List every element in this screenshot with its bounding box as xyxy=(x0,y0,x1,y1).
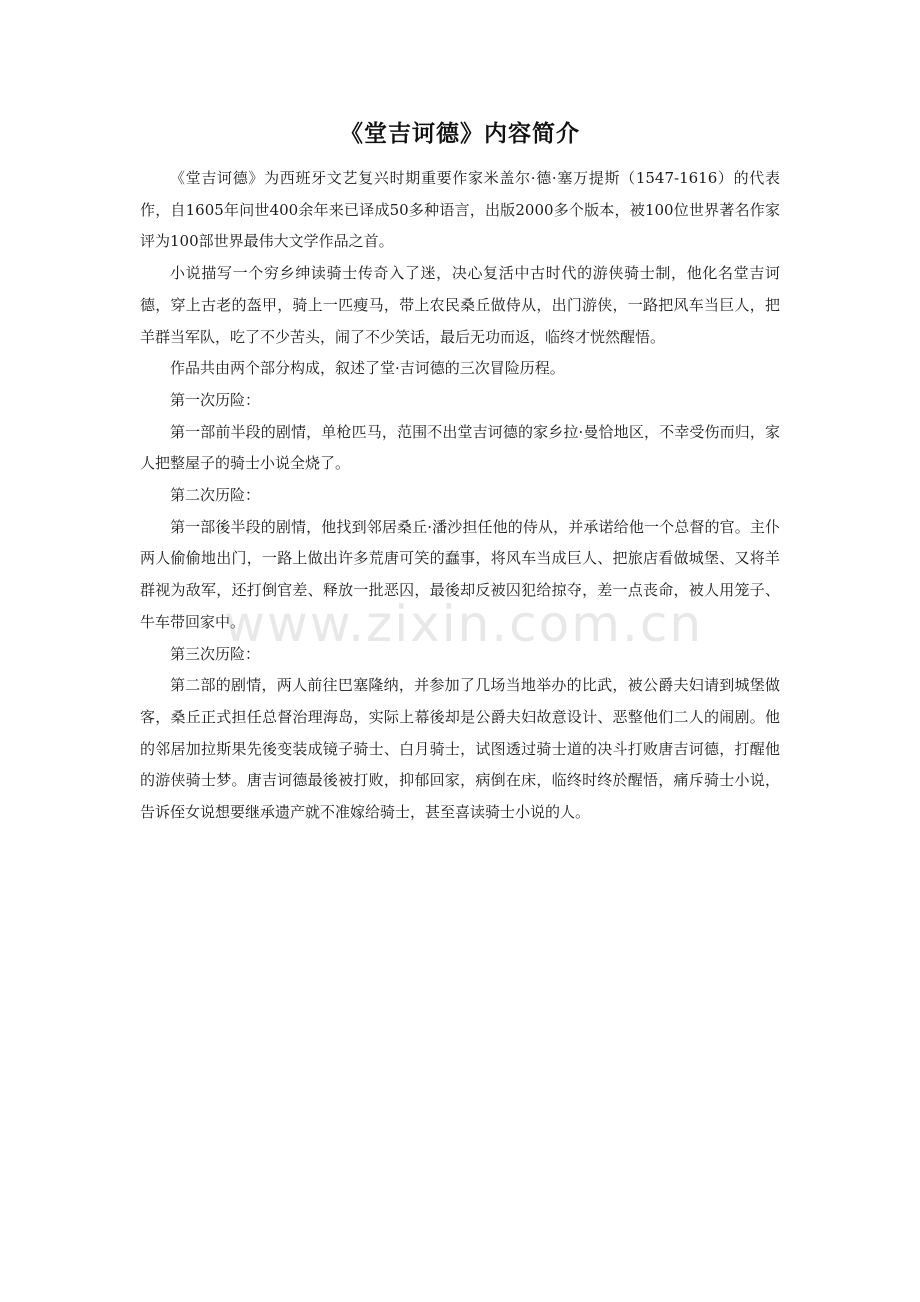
heading-second-adventure: 第二次历险： xyxy=(170,486,261,505)
paragraph-third-adventure: 第二部的剧情，两人前往巴塞隆纳，并参加了几场当地举办的比武，被公爵夫妇请到城堡做客，桑丘正式担任总督治理海岛，实际上幕後却是公爵夫妇故意设计、恶整他们二人的闹剧。他的邻居加拉斯果先後变装成镜子骑士、白月骑士，试图透过骑士道的决斗打败唐吉诃德，打醒他的游侠骑士梦。唐吉诃德最後被打败，抑郁回家，病倒在床，临终时终於醒悟，痛斥骑士小说，告诉侄女说想要继承遗产就不准嫁给骑士，甚至喜读骑士小说的人。 xyxy=(140,676,780,822)
paragraph-second-adventure: 第一部後半段的剧情，他找到邻居桑丘·潘沙担任他的侍从，并承诺给他一个总督的官。主仆两人偷偷地出门，一路上做出许多荒唐可笑的蠢事，将风车当成巨人、把旅店看做城堡、又将羊群视为敌军，还打倒官差、释放一批恶囚，最後却反被囚犯给掠夺，差一点丧命，被人用笼子、牛车带回家中。 xyxy=(140,517,780,631)
paragraph-summary: 小说描写一个穷乡绅读骑士传奇入了迷，决心复活中古时代的游侠骑士制，他化名堂吉诃德，穿上古老的盔甲，骑上一匹瘦马，带上农民桑丘做侍从，出门游侠，一路把风车当巨人，把羊群当军队，吃了不少苦头，闹了不少笑话，最后无功而返，临终才恍然醒悟。 xyxy=(140,264,780,346)
paragraph-intro: 《堂吉诃德》为西班牙文艺复兴时期重要作家米盖尔·德·塞万提斯（1547-1616）的代表作，自1605年问世400余年来已译成50多种语言，出版2000多个版本，被100位世界著名作家评为100部世界最伟大文学作品之首。 xyxy=(140,169,780,251)
watermark: www.zixin.com.cn xyxy=(224,595,704,653)
heading-first-adventure: 第一次历险： xyxy=(170,390,261,409)
heading-third-adventure: 第三次历险： xyxy=(170,644,261,663)
paragraph-structure: 作品共由两个部分构成，叙述了堂·吉诃德的三次冒险历程。 xyxy=(170,359,565,378)
document-body xyxy=(140,163,780,829)
paragraph-first-adventure: 第一部前半段的剧情，单枪匹马，范围不出堂吉诃德的家乡拉·曼恰地区，不幸受伤而归，家人把整屋子的骑士小说全烧了。 xyxy=(140,422,780,473)
document-title: 《堂吉诃德》内容简介 xyxy=(340,121,580,147)
